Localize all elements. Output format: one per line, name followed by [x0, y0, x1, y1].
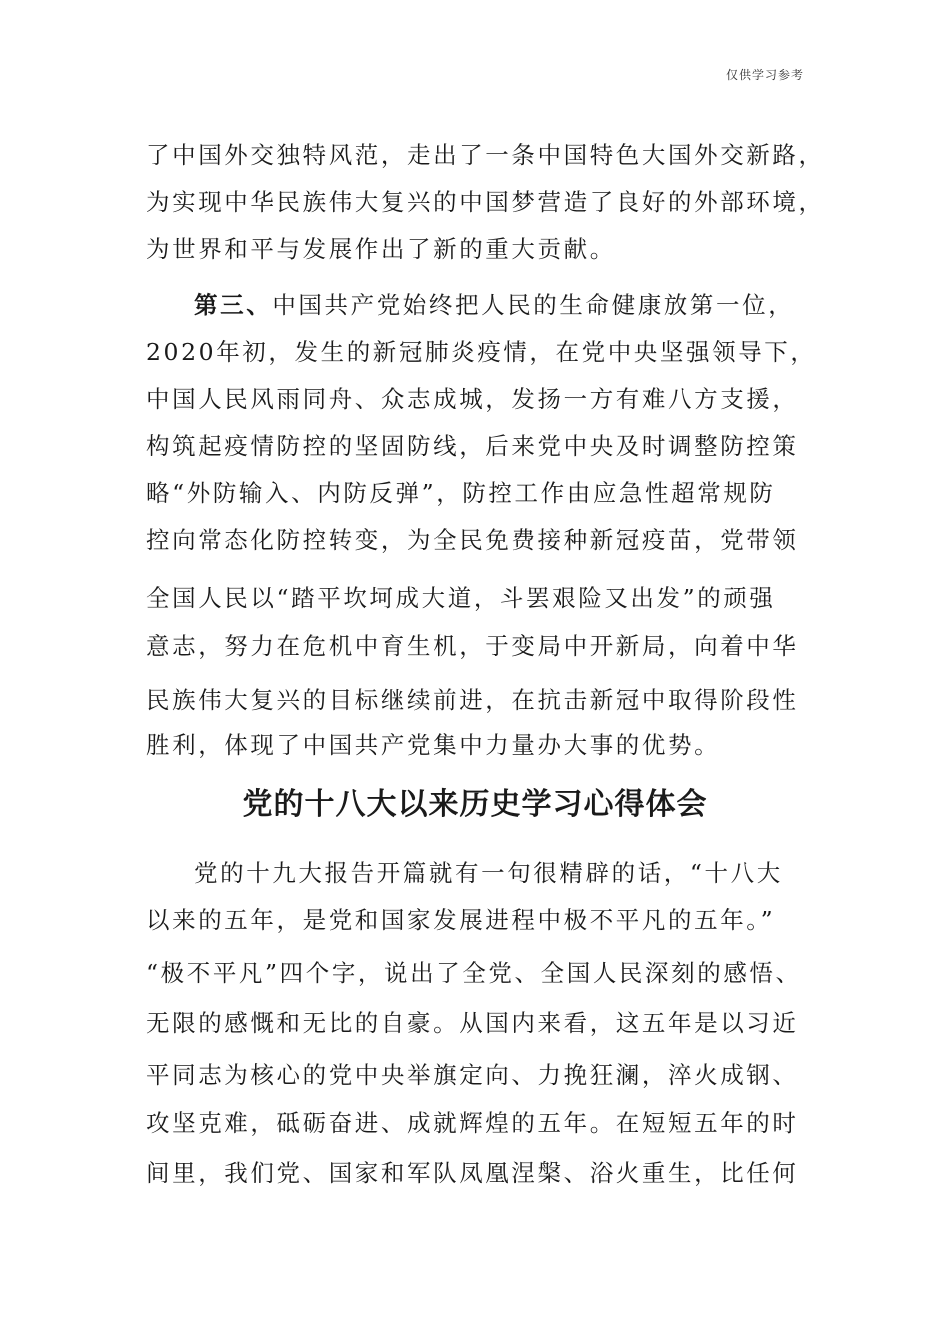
- paragraph-lead-bold: 第三、: [194, 291, 273, 319]
- paragraph-line: 了中国外交独特风范，走出了一条中国特色大国外交新路，: [146, 141, 825, 169]
- paragraph-lead-text: 中国共产党始终把人民的生命健康放第一位，: [272, 291, 795, 319]
- paragraph-line: 攻坚克难，砥砺奋进、成就辉煌的五年。在短短五年的时: [146, 1109, 799, 1137]
- header-note: 仅供学习参考: [725, 68, 804, 82]
- article-title: 党的十八大以来历史学习心得体会: [242, 787, 708, 822]
- paragraph-line: “极不平凡”四个字，说出了全党、全国人民深刻的感悟、: [146, 959, 802, 987]
- paragraph-line: 控向常态化防控转变，为全民免费接种新冠疫苗，党带领: [146, 526, 799, 554]
- paragraph-line: 胜利，体现了中国共产党集中力量办大事的优势。: [146, 731, 721, 759]
- paragraph-first-line: 党的十九大报告开篇就有一句很精辟的话，“十八大: [194, 859, 783, 887]
- paragraph-line: 间里，我们党、国家和军队凤凰涅槃、浴火重生，比任何: [146, 1159, 799, 1187]
- paragraph-line: 无限的感慨和无比的自豪。从国内来看，这五年是以习近: [146, 1009, 799, 1037]
- paragraph-lead-line: [194, 290, 794, 320]
- paragraph-line: 略“外防输入、内防反弹”，防控工作由应急性超常规防: [146, 479, 776, 507]
- paragraph-line: 以来的五年，是党和国家发展进程中极不平凡的五年。”: [146, 906, 776, 934]
- paragraph-line: 2020年初，发生的新冠肺炎疫情，在党中央坚强领导下，: [146, 338, 817, 366]
- paragraph-line: 构筑起疫情防控的坚固防线，后来党中央及时调整防控策: [146, 432, 799, 460]
- paragraph-line: 意志，努力在危机中育生机，于变局中开新局，向着中华: [146, 632, 799, 660]
- paragraph-line: 平同志为核心的党中央举旗定向、力挽狂澜，淬火成钢、: [146, 1061, 799, 1089]
- paragraph-line: 为世界和平与发展作出了新的重大贡献。: [146, 235, 616, 263]
- paragraph-line: 全国人民以“踏平坎坷成大道，斗罢艰险又出发”的顽强: [146, 584, 776, 612]
- paragraph-line: 为实现中华民族伟大复兴的中国梦营造了良好的外部环境，: [146, 188, 825, 216]
- paragraph-line: 中国人民风雨同舟、众志成城，发扬一方有难八方支援，: [146, 385, 799, 413]
- paragraph-line: 民族伟大复兴的目标继续前进，在抗击新冠中取得阶段性: [146, 686, 799, 714]
